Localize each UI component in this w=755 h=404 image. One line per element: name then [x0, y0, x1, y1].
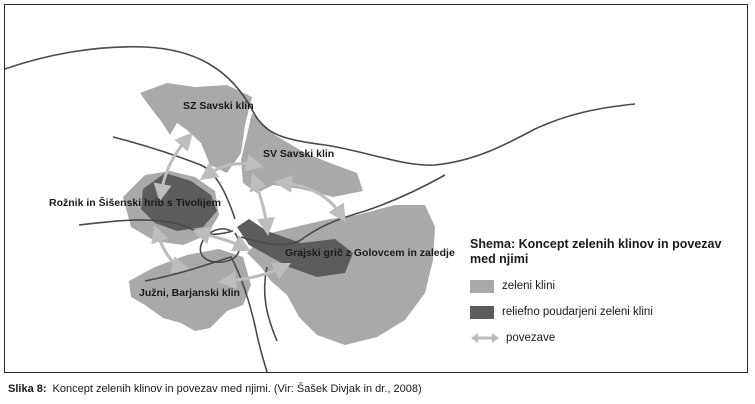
figure-frame	[4, 4, 748, 373]
legend	[470, 237, 740, 355]
legend-title: Shema: Koncept zelenih klinov in povezav med njimi	[470, 237, 722, 266]
label-juzni-klin: Južni, Barjanski klin	[139, 287, 240, 299]
dark-swatch	[470, 306, 494, 319]
legend-item-zeleni-klini	[470, 277, 740, 295]
legend-item-label: zeleni klini	[502, 280, 556, 292]
caption-label: Slika 8:	[8, 383, 47, 395]
caption-text: Koncept zelenih klinov in povezav med njimi. (Vir: Šašek Divjak in dr., 2008)	[52, 383, 422, 395]
legend-item-povezave	[470, 329, 740, 347]
legend-item-label: povezave	[506, 332, 556, 344]
light-swatch	[470, 280, 494, 293]
figure-caption	[8, 383, 422, 395]
label-roznik: Rožnik in Šišenski hrib s Tivolijem	[49, 197, 221, 209]
grajski-gric-wedge	[247, 205, 435, 345]
legend-item-label: reliefno poudarjeni zeleni klini	[502, 306, 653, 318]
label-sv-savski-klin: SV Savski klin	[263, 148, 335, 160]
legend-item-reliefno-klini	[470, 303, 740, 321]
label-sz-savski-klin: SZ Savski klin	[183, 100, 254, 112]
sz-savski-klin-wedge	[140, 83, 252, 173]
label-grajski-gric: Grajski grič z Golovcem in zaledje	[285, 247, 455, 259]
double-arrow-icon	[470, 331, 500, 345]
